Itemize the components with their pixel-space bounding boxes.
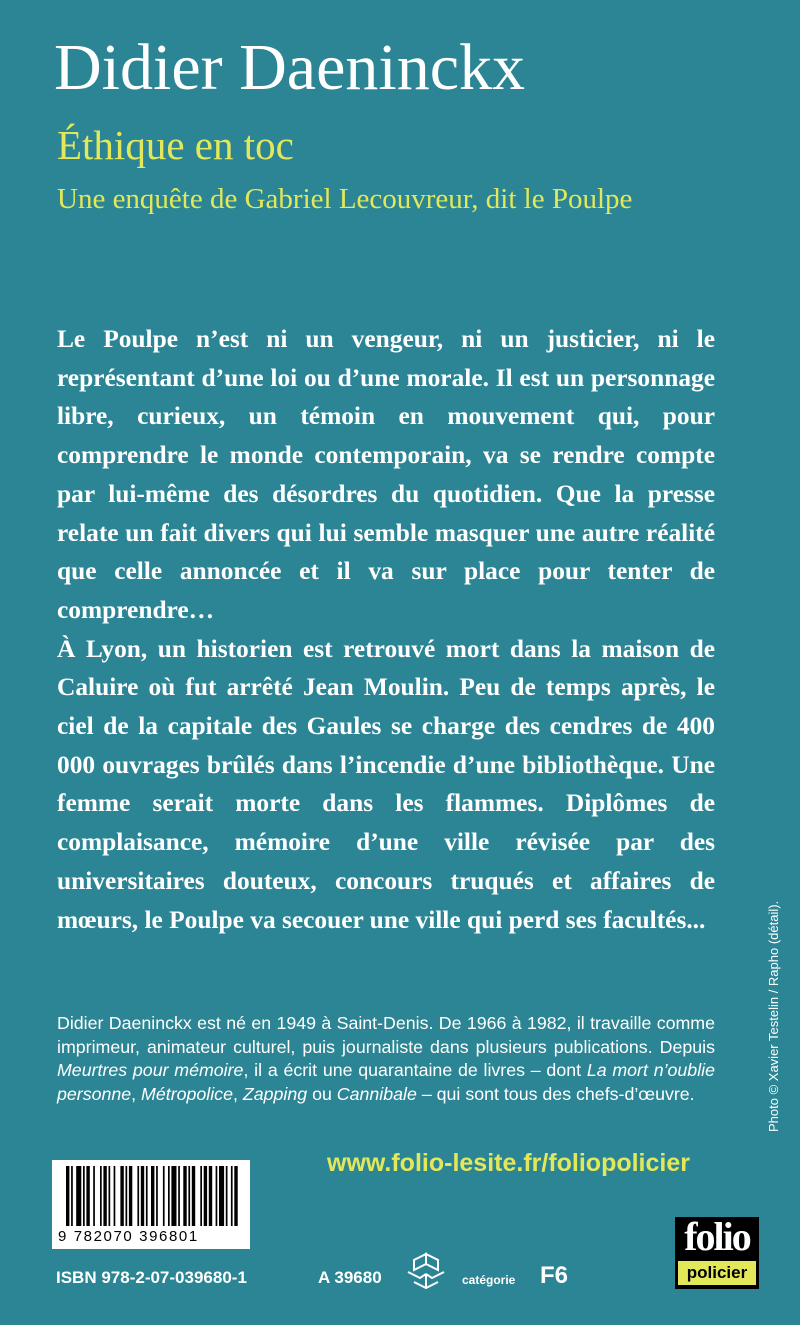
barcode-bar bbox=[219, 1166, 224, 1226]
bio-text: ou bbox=[307, 1083, 337, 1104]
barcode-bar bbox=[114, 1166, 116, 1226]
bio-book-title: La mort n’oublie personne bbox=[57, 1060, 715, 1104]
bio-book-title: Métropolice bbox=[141, 1083, 233, 1104]
category-code: F6 bbox=[540, 1262, 569, 1289]
folio-policier-logo bbox=[675, 1214, 759, 1289]
category-label: catégorie bbox=[462, 1273, 516, 1287]
barcode-bar bbox=[100, 1166, 102, 1226]
barcode-bar bbox=[146, 1166, 148, 1226]
barcode-bar bbox=[234, 1166, 237, 1226]
barcode-bar bbox=[109, 1166, 111, 1226]
policier-logo-word: policier bbox=[678, 1261, 756, 1285]
bio-book-title: Cannibale bbox=[336, 1083, 417, 1104]
books-icon bbox=[404, 1250, 448, 1290]
barcode-bar bbox=[129, 1166, 132, 1226]
bio-book-title: Meurtres pour mémoire bbox=[57, 1060, 244, 1081]
barcode-bar bbox=[76, 1166, 81, 1226]
barcode-bar bbox=[137, 1166, 139, 1226]
barcode-bar bbox=[204, 1166, 207, 1226]
barcode-bar bbox=[231, 1166, 233, 1226]
photo-credit: Photo © Xavier Testelin / Rapho (détail). bbox=[766, 900, 781, 1132]
barcode-bar bbox=[216, 1166, 218, 1226]
author-name: Didier Daeninckx bbox=[54, 31, 525, 104]
blurb-paragraph-series: Le Poulpe n’est ni un vengeur, ni un justicier, ni le représentant d’une loi ou d’une morale. Il est un personnage libre, curieux, un témoin en mouvement qui, pour comprendre le monde contemporain, va se rendre compte par lui-même des désordres du quotidien. Que la presse relate un fait divers qui lui semble masquer une autre réalité que celle annoncée et il va sur place pour tenter de comprendre… bbox=[57, 325, 715, 624]
barcode-bar bbox=[192, 1166, 195, 1226]
barcode-bar bbox=[183, 1166, 186, 1226]
barcode-bar bbox=[141, 1166, 144, 1226]
bio-book-title: Zapping bbox=[242, 1083, 308, 1104]
blurb bbox=[57, 320, 715, 939]
bio-text: , bbox=[131, 1083, 142, 1104]
barcode-bar bbox=[66, 1166, 69, 1226]
bio-text: Didier Daeninckx est né en 1949 à Saint-Denis. De 1966 à 1982, il travaille comme imprimeur, animateur culturel, puis journaliste dans plusieurs publications. Depuis bbox=[57, 1013, 715, 1057]
book-subtitle: Une enquête de Gabriel Lecouvreur, dit le Poulpe bbox=[57, 183, 633, 215]
bio-text: – qui sont tous des chefs-d’œuvre. bbox=[416, 1083, 695, 1104]
barcode-bar bbox=[209, 1166, 212, 1226]
website-link[interactable]: www.folio-lesite.fr/foliopolicier bbox=[327, 1149, 690, 1177]
barcode-bar bbox=[120, 1166, 123, 1226]
isbn: ISBN 978-2-07-039680-1 bbox=[56, 1268, 247, 1287]
barcode-bar bbox=[188, 1166, 190, 1226]
bio-text: , il a écrit une quarantaine de livres – dont bbox=[243, 1060, 587, 1081]
barcode-bar bbox=[103, 1166, 106, 1226]
barcode-bar bbox=[226, 1166, 228, 1226]
book-title: Éthique en toc bbox=[57, 122, 294, 168]
barcode-bar bbox=[93, 1166, 95, 1226]
barcode-bar bbox=[151, 1166, 154, 1226]
barcode-bar bbox=[156, 1166, 158, 1226]
barcode-bar bbox=[163, 1166, 165, 1226]
bio-text: , bbox=[232, 1083, 243, 1104]
folio-logo-word: folio bbox=[684, 1214, 750, 1259]
barcode-bar bbox=[171, 1166, 176, 1226]
barcode-bar bbox=[126, 1166, 128, 1226]
barcode-bar bbox=[71, 1166, 73, 1226]
barcode-bar bbox=[200, 1166, 202, 1226]
barcode-digits: 9 782070 396801 bbox=[58, 1228, 199, 1245]
author-bio bbox=[57, 1012, 715, 1106]
barcode-bar bbox=[86, 1166, 89, 1226]
barcode-bar bbox=[83, 1166, 85, 1226]
blurb-paragraph-plot: À Lyon, un historien est retrouvé mort dans la maison de Caluire où fut arrêté Jean Moulin. Peu de temps après, le ciel de la capitale des Gaules se charge des cendres de 400 000 ouvrages brûlés dans l’incendie d’une bibliothèque. Une femme serait morte dans les flammes. Diplômes de complaisance, mémoire d’une ville révisée par des universitaires douteux, concours truqués et affaires de mœurs, le Poulpe va secouer une ville qui perd ses facultés... bbox=[57, 634, 715, 934]
barcode-bar bbox=[168, 1166, 170, 1226]
barcode-bar bbox=[178, 1166, 180, 1226]
publication-number: A 39680 bbox=[318, 1268, 382, 1287]
barcode bbox=[52, 1160, 250, 1249]
